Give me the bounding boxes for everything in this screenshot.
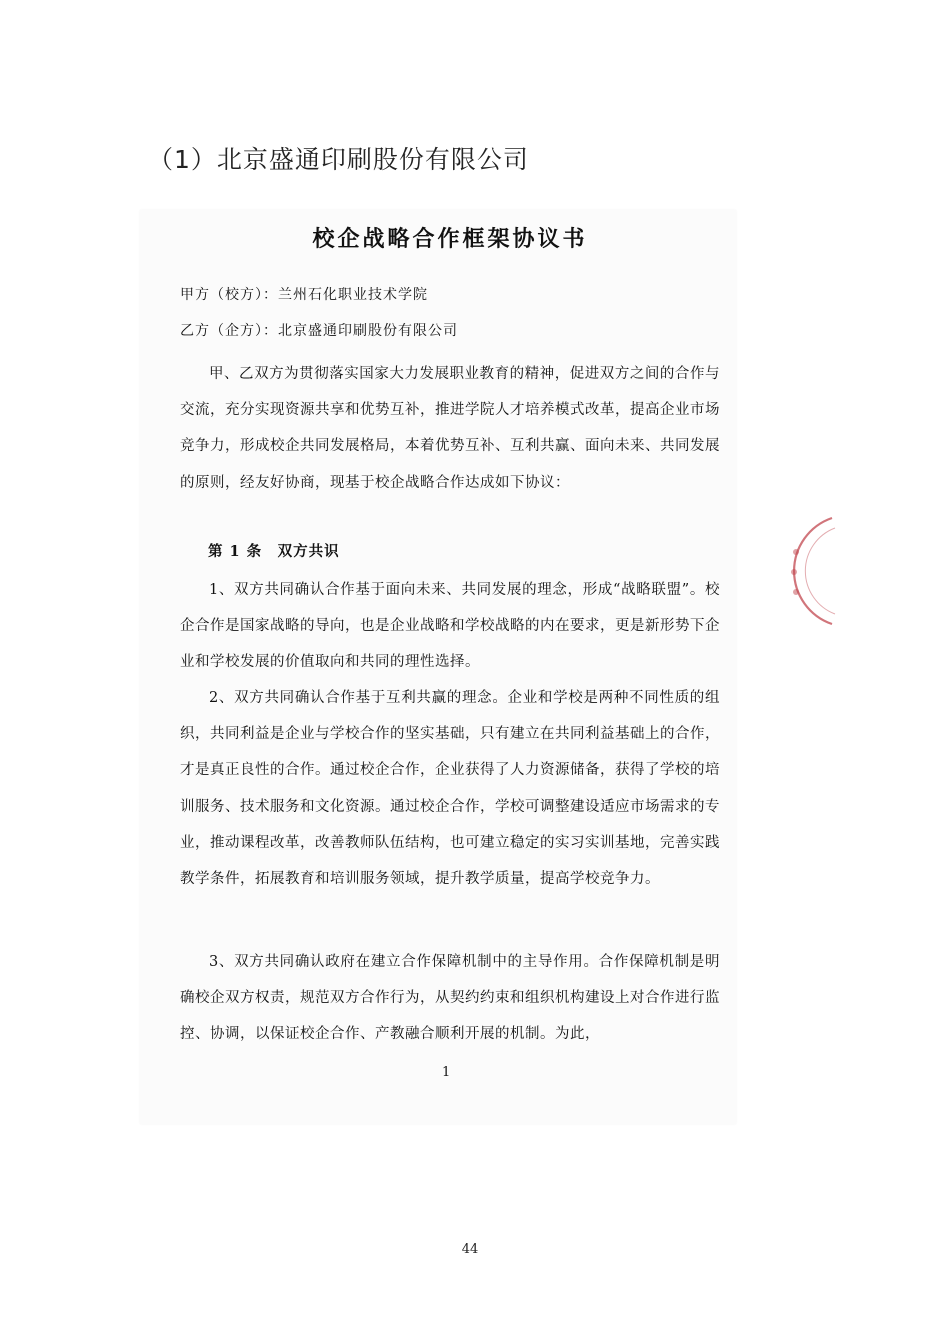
seal-stamp-icon	[762, 512, 842, 630]
clause-paragraph-2: 2、双方共同确认合作基于互利共赢的理念。企业和学校是两种不同性质的组织，共同利益是企业与学校合作的坚实基础，只有建立在共同利益基础上的合作，才是真正良性的合作。通过校企合作，企业获得了人力资源储备，获得了学校的培训服务、技术服务和文化资源。通过校企合作，学校可调整建设适应市场需求的专业，推动课程改革，改善教师队伍结构，也可建立稳定的实习实训基地，完善实践教学条件，拓展教育和培训服务领域，提升教学质量，提高学校竞争力。	[180, 690, 720, 888]
document-title: 校企战略合作框架协议书	[312, 226, 588, 252]
intro-paragraph: 甲、乙双方为贯彻落实国家大力发展职业教育的精神，促进双方之间的合作与交流，充分实现资源共享和优势互补，推进学院人才培养模式改革，提高企业市场竞争力，形成校企共同发展格局，本着优势互补、互利共赢、面向未来、共同发展的原则，经友好协商，现基于校企战略合作达成如下协议：	[180, 366, 720, 491]
party-b: 乙方（企方）：北京盛通印刷股份有限公司	[180, 323, 458, 339]
page-number: 44	[461, 1242, 479, 1257]
section-heading: （1）北京盛通印刷股份有限公司	[148, 145, 529, 174]
document-page-number: 1	[442, 1065, 451, 1080]
party-a: 甲方（校方）：兰州石化职业技术学院	[180, 287, 428, 303]
article-heading: 第 1 条 双方共识	[208, 543, 340, 560]
clause-paragraph-3: 3、双方共同确认政府在建立合作保障机制中的主导作用。合作保障机制是明确校企双方权责，规范双方合作行为，从契约约束和组织机构建设上对合作进行监控、协调，以保证校企合作、产教融合顺利开展的机制。为此，	[180, 954, 720, 1043]
clause-paragraph-1: 1、双方共同确认合作基于面向未来、共同发展的理念，形成“战略联盟”。校企合作是国家战略的导向，也是企业战略和学校战略的内在要求，更是新形势下企业和学校发展的价值取向和共同的理性选择。	[180, 582, 720, 671]
